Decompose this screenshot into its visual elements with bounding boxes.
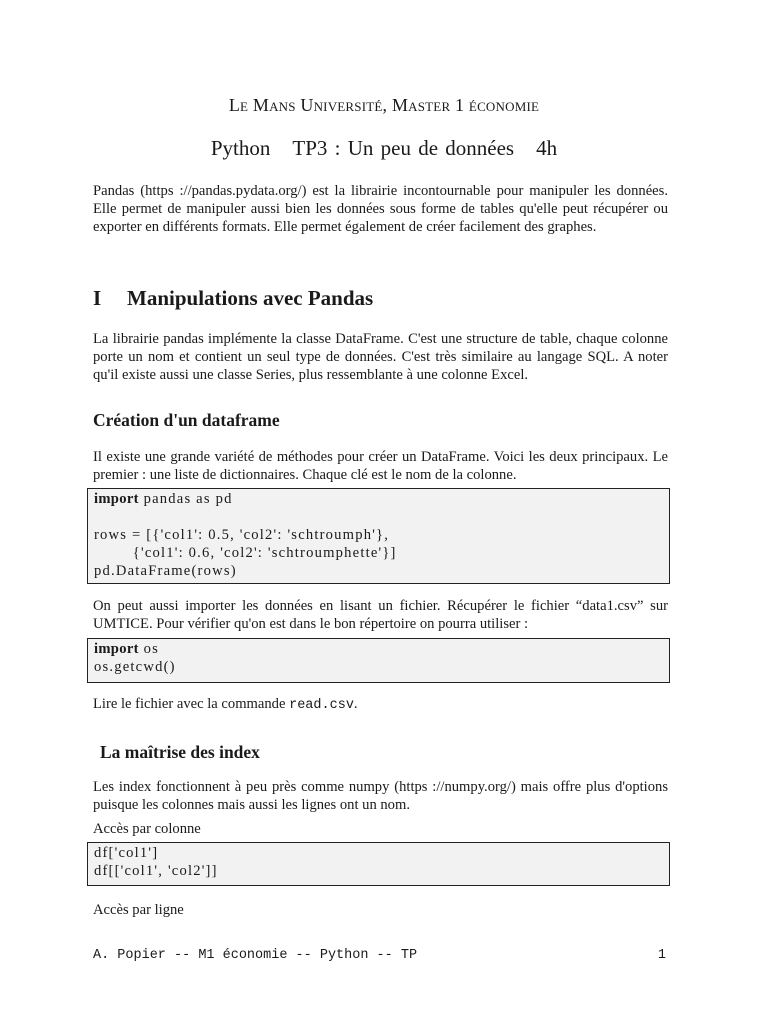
code-keyword: import — [94, 641, 139, 657]
section-heading — [93, 286, 373, 311]
code-line: os.getcwd() — [94, 659, 176, 675]
read-csv-paragraph — [93, 695, 668, 715]
footer-text: A. Popier -- M1 économie -- Python -- TP — [93, 948, 418, 963]
code-line: df[['col1', 'col2']] — [94, 863, 218, 879]
column-access-label: Accès par colonne — [93, 821, 201, 837]
code-block-os — [87, 638, 670, 683]
code-line — [94, 508, 663, 526]
page-title — [0, 136, 768, 161]
code-keyword: import — [94, 491, 139, 507]
duration: 4h — [536, 136, 558, 160]
page-footer — [93, 948, 668, 963]
section-paragraph: La librairie pandas implémente la classe DataFrame. C'est une structure de table, chaque colonne porte un nom et contient un seul type de données. C'est très similaire au langage SQL. A noter qu'il existe aussi une classe Series, plus ressemblante à une colonne Excel. — [93, 331, 668, 383]
code-line: pandas as pd — [138, 491, 233, 507]
code-line: df['col1'] — [94, 845, 159, 861]
university-header: Le Mans Université, Master 1 économie — [228, 95, 540, 115]
read-csv-end: . — [353, 696, 358, 712]
code-block-index — [87, 842, 670, 886]
code-line: {'col1': 0.6, 'col2': 'schtroumphette'}] — [94, 545, 397, 561]
page-number: 1 — [657, 948, 666, 963]
intro-paragraph: Pandas (https ://pandas.pydata.org/) est la librairie incontournable pour manipuler les données. Elle permet de manipuler aussi bien les données sous forme de tables qu'elle peut récupérer ou exporter en différents formats. Elle permet également de créer facilement des graphes. — [93, 183, 668, 235]
read-csv-text: Lire le fichier avec la commande — [93, 696, 290, 712]
subsection-heading-creation: Création d'un dataframe — [93, 410, 280, 430]
section-number: I — [93, 286, 102, 310]
creation-paragraph: Il existe une grande variété de méthodes pour créer un DataFrame. Voici les deux principaux. Le premier : une liste de dictionnaires. Chaque clé est le nom de la colonne. — [93, 449, 668, 483]
import-paragraph: On peut aussi importer les données en lisant un fichier. Récupérer le fichier “data1.csv” sur UMTICE. Pour vérifier qu'on est dans le bon répertoire on pourra utiliser : — [93, 598, 668, 632]
code-line: rows = [{'col1': 0.5, 'col2': 'schtroumph'}, — [94, 527, 390, 543]
code-line: pd.DataFrame(rows) — [94, 563, 237, 579]
index-paragraph: Les index fonctionnent à peu près comme numpy (https ://numpy.org/) mais offre plus d'options puisque les colonnes mais aussi les lignes ont un nom. — [93, 779, 668, 813]
code-block-dataframe — [87, 488, 670, 584]
row-access-label: Accès par ligne — [93, 902, 184, 918]
section-title: Manipulations avec Pandas — [127, 286, 374, 310]
course-name: Python — [210, 136, 271, 160]
tp-title: TP3 : Un peu de données — [292, 136, 515, 160]
subsection-heading-index: La maîtrise des index — [100, 742, 260, 762]
inline-code: read.csv — [289, 698, 354, 713]
code-line: os — [138, 641, 159, 657]
